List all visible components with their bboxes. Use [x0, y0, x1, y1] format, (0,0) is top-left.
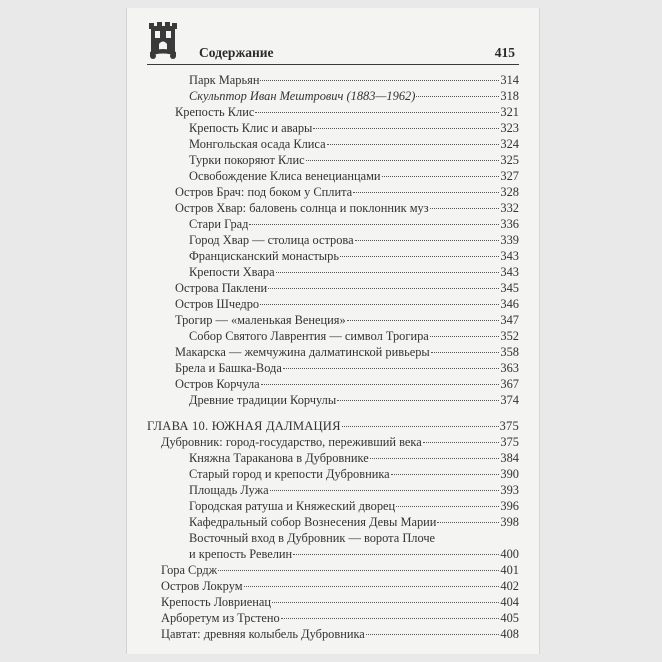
- toc-entry: Старый город и крепости Дубровника 390: [189, 467, 519, 481]
- toc-entry: Кафедральный собор Вознесения Девы Марии 398: [189, 515, 519, 529]
- book-page: [126, 8, 540, 654]
- toc-entry: Трогир — «маленькая Венеция» 347: [175, 313, 519, 327]
- toc-entry: Остров Шчедро 346: [175, 297, 519, 311]
- toc-entry: Цавтат: древняя колыбель Дубровника 408: [161, 627, 519, 641]
- toc-entry: Крепость Клис 321: [175, 105, 519, 119]
- toc-entry: Древние традиции Корчулы 374: [189, 393, 519, 407]
- toc-entry: Освобождение Клиса венецианцами 327: [189, 169, 519, 183]
- toc-entry: Острова Паклени 345: [175, 281, 519, 295]
- header-rule: [147, 64, 519, 65]
- toc-entry: Остров Корчула 367: [175, 377, 519, 391]
- toc-entry: Крепость Ловриенац 404: [161, 595, 519, 609]
- toc-entry: Остров Хвар: баловень солнца и поклонник муз 332: [175, 201, 519, 215]
- toc-entry-line1: Восточный вход в Дубровник — ворота Плоче: [189, 531, 436, 545]
- toc-entry: Гора Срдж 401: [161, 563, 519, 577]
- toc-entry: Княжна Тараканова в Дубровнике 384: [189, 451, 519, 465]
- toc-entry: Собор Святого Лаврентия — символ Трогира 352: [189, 329, 519, 343]
- toc-entry: Остров Локрум 402: [161, 579, 519, 593]
- page-number: 415: [494, 45, 515, 60]
- running-header-title: Содержание: [199, 45, 274, 60]
- toc-chapter-heading: ГЛАВА 10. ЮЖНАЯ ДАЛМАЦИЯ 375: [147, 419, 519, 433]
- toc-entry: Парк Марьян 314: [189, 73, 519, 87]
- toc-entry: Брела и Башка-Вода 363: [175, 361, 519, 375]
- toc-entry: Городская ратуша и Княжеский дворец 396: [189, 499, 519, 513]
- toc-entry: Скульптор Иван Мештрович (1883—1962) 318: [189, 89, 519, 103]
- toc-entry: Площадь Лужа 393: [189, 483, 519, 497]
- toc-entry: Францисканский монастырь 343: [189, 249, 519, 263]
- toc-entry: Макарска — жемчужина далматинской ривьеры 358: [175, 345, 519, 359]
- toc-entry-line2: и крепость Ревелин 400: [189, 547, 519, 561]
- toc-entry: Город Хвар — столица острова 339: [189, 233, 519, 247]
- toc-entry: Арборетум из Трстено 405: [161, 611, 519, 625]
- tower-emblem-icon: [147, 20, 179, 60]
- toc-entry: Крепости Хвара 343: [189, 265, 519, 279]
- toc-entry: Турки покоряют Клис 325: [189, 153, 519, 167]
- toc-entry: Дубровник: город-государство, переживший века 375: [161, 435, 519, 449]
- toc-entry: Крепость Клис и авары 323: [189, 121, 519, 135]
- page-header: [127, 8, 539, 72]
- toc-entry: Стари Град 336: [189, 217, 519, 231]
- toc-entry: Монгольская осада Клиса 324: [189, 137, 519, 151]
- toc-entry: Остров Брач: под боком у Сплита 328: [175, 185, 519, 199]
